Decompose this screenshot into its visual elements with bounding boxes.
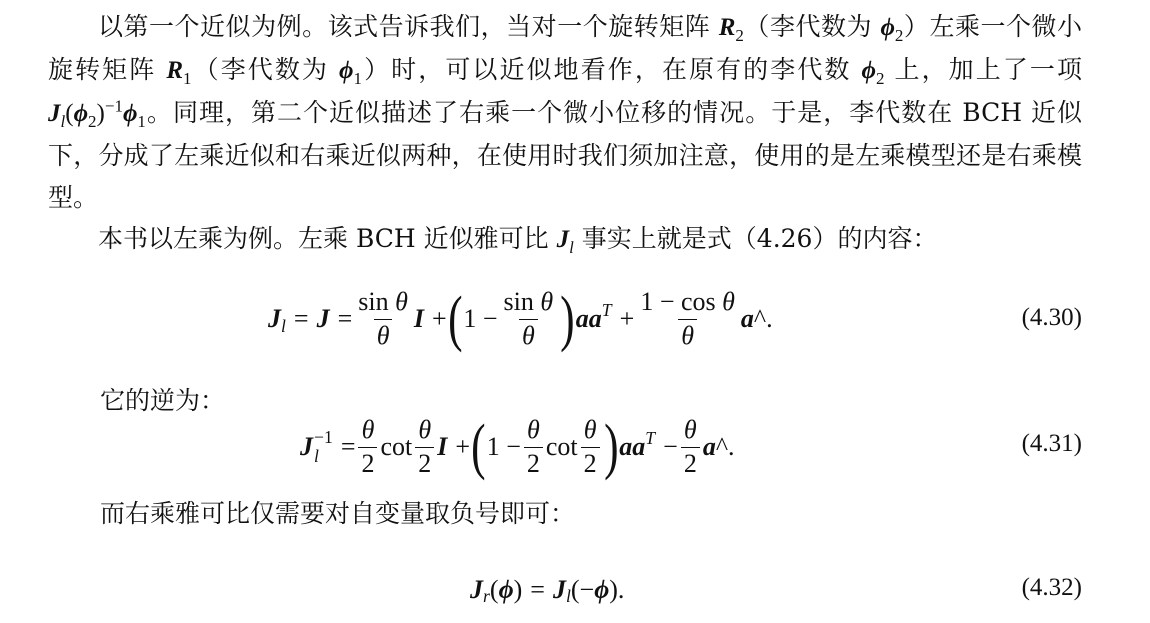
equation-4-32: J r ( ϕ ) = J l (− ϕ ). (4.32) xyxy=(470,574,1082,606)
text-segment: ）左乘一个微小旋转矩阵 xyxy=(48,12,1082,84)
text-segment: ）时，可以近似地看作，在原有的李代数 xyxy=(362,55,862,84)
math-R1: $R_1$ xyxy=(166,57,192,88)
math-phi2: $\phi_2$ xyxy=(880,14,904,45)
equation-number: (4.31) xyxy=(1021,430,1082,457)
math-phi2: $\phi_2$ xyxy=(861,57,885,88)
equation-number: (4.30) xyxy=(1021,304,1082,331)
text-segment: 以第一个近似为例。该式告诉我们，当对一个旋转矩阵 xyxy=(98,12,719,41)
math-R2: $R_2$ xyxy=(718,14,744,45)
text-segment: 事实上就是式（4.26）的内容： xyxy=(573,224,938,253)
text-segment: （李代数为 xyxy=(191,55,340,84)
paragraph-left-jacobian-intro xyxy=(48,218,1082,261)
equation-4-30: J l = J = $\frac{\text{sin θ}}{\theta}$ I + ( 1 − $\frac{\text{sin θ}}{\theta}$ ) aa T + $\frac{\text{1 − cos θ}}{\theta}$ a ^. (4.30) xyxy=(268,285,1082,353)
math-phi1: $\phi_1$ xyxy=(339,57,362,88)
math-Jl: $J_l$ xyxy=(556,226,574,257)
text-segment: 上，加上了一项 xyxy=(884,55,1082,84)
text-segment: 本书以左乘为例。左乘 BCH 近似雅可比 xyxy=(98,224,557,253)
text-segment: 。同理，第二个近似描述了右乘一个微小位移的情况。于是，李代数在 BCH 近似下，分成了左乘近似和右乘近似两种，在使用时我们须加注意，使用的是左乘模型还是右乘模型。 xyxy=(48,98,1082,212)
text-segment: （李代数为 xyxy=(743,12,881,41)
label-right-jacobian: 而右乘雅可比仅需要对自变量取负号即可： xyxy=(100,499,576,528)
label-inverse: 它的逆为： xyxy=(100,386,226,415)
equation-4-31: J −1 l = $\frac{\theta}{2}$ cot $\frac{\theta}{2}$ I + ( 1 − $\frac{\theta}{2}$ cot $\frac{\theta}{2}$ ) aa T − $\frac{\theta}{2}$ a ^. (4.31) xyxy=(300,413,1082,481)
equation-number: (4.32) xyxy=(1021,574,1082,601)
math-jacobian-term: $J_l(\phi_2)^{-1}\phi_1$ xyxy=(48,96,146,131)
paragraph-bch-explanation xyxy=(48,6,1082,219)
